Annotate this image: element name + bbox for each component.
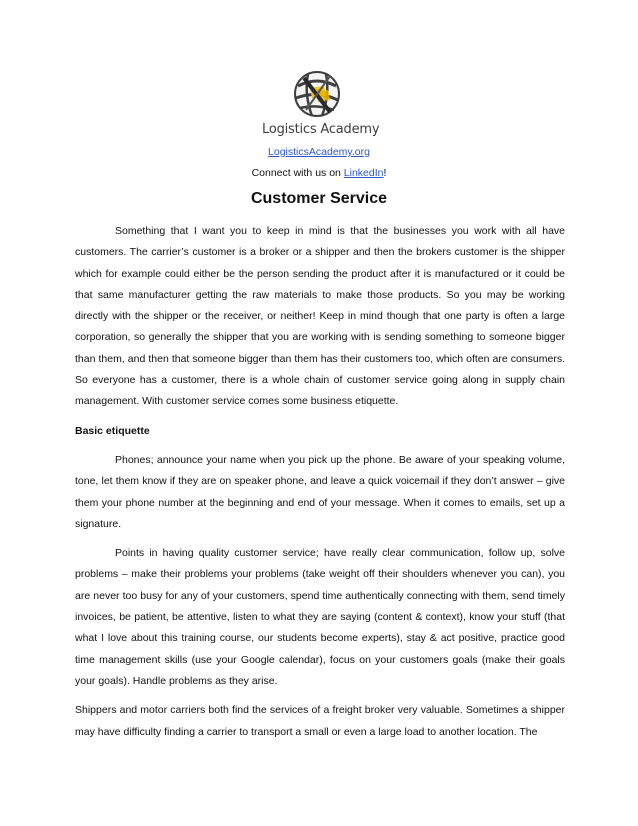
section-heading: Basic etiquette bbox=[75, 424, 150, 437]
document-body bbox=[75, 221, 565, 751]
website-link[interactable]: LogisticsAcademy.org bbox=[268, 146, 370, 158]
page-title: Customer Service bbox=[250, 190, 388, 207]
logo-text: Logistics Academy bbox=[262, 122, 380, 137]
paragraph-phones: Phones; announce your name when you pick up the phone. Be aware of your speaking volume, tone, let them know if they are on speaker phone, and leave a quick voicemail if they don’t answer – give them your phone number at the beginning and end of your message. When it comes to emails, set up a signature. bbox=[75, 453, 565, 530]
logistics-academy-logo-icon bbox=[286, 68, 348, 120]
logo bbox=[262, 68, 380, 137]
paragraph-quality-service: Points in having quality customer service; have really clear communication, follow up, solve problems – make their problems your problems (take weight off their shoulders whenever you can), you are never too busy for any of your customers, spend time authentically connecting with them, send timely invoices, be patient, be attentive, listen to what they are saying (content & context), know your stuff (that what I love about this training course, our students become experts), stay & act positive, practice good time management skills (use your Google calendar), focus on your customers goals (make their goals your goals). Handle problems as they arise. bbox=[75, 547, 565, 687]
linkedin-link[interactable]: LinkedIn bbox=[343, 167, 384, 179]
connect-line bbox=[0, 167, 638, 179]
connect-suffix: ! bbox=[383, 167, 387, 179]
connect-prefix: Connect with us on bbox=[251, 167, 344, 179]
paragraph-shippers: Shippers and motor carriers both find the services of a freight broker very valuable. Sometimes a shipper may have difficulty finding a carrier to transport a small or even a large load to another location. The bbox=[75, 704, 565, 738]
paragraph-intro: Something that I want you to keep in mind is that the businesses you work with all have customers. The carrier’s customer is a broker or a shipper and then the brokers customer is the shipper which for example could either be the person sending the product after it is manufactured or it could be that same manufacturer getting the raw materials to make those products. So you may be working directly with the shipper or the receiver, or neither! Keep in mind though that one party is often a large corporation, so generally the shipper that you are working with is sending something to someone bigger than them, and then that someone bigger than them has their customers too, which often are consumers. So everyone has a customer, there is a whole chain of customer service going along in supply chain management. With customer service comes some business etiquette. bbox=[75, 225, 565, 408]
